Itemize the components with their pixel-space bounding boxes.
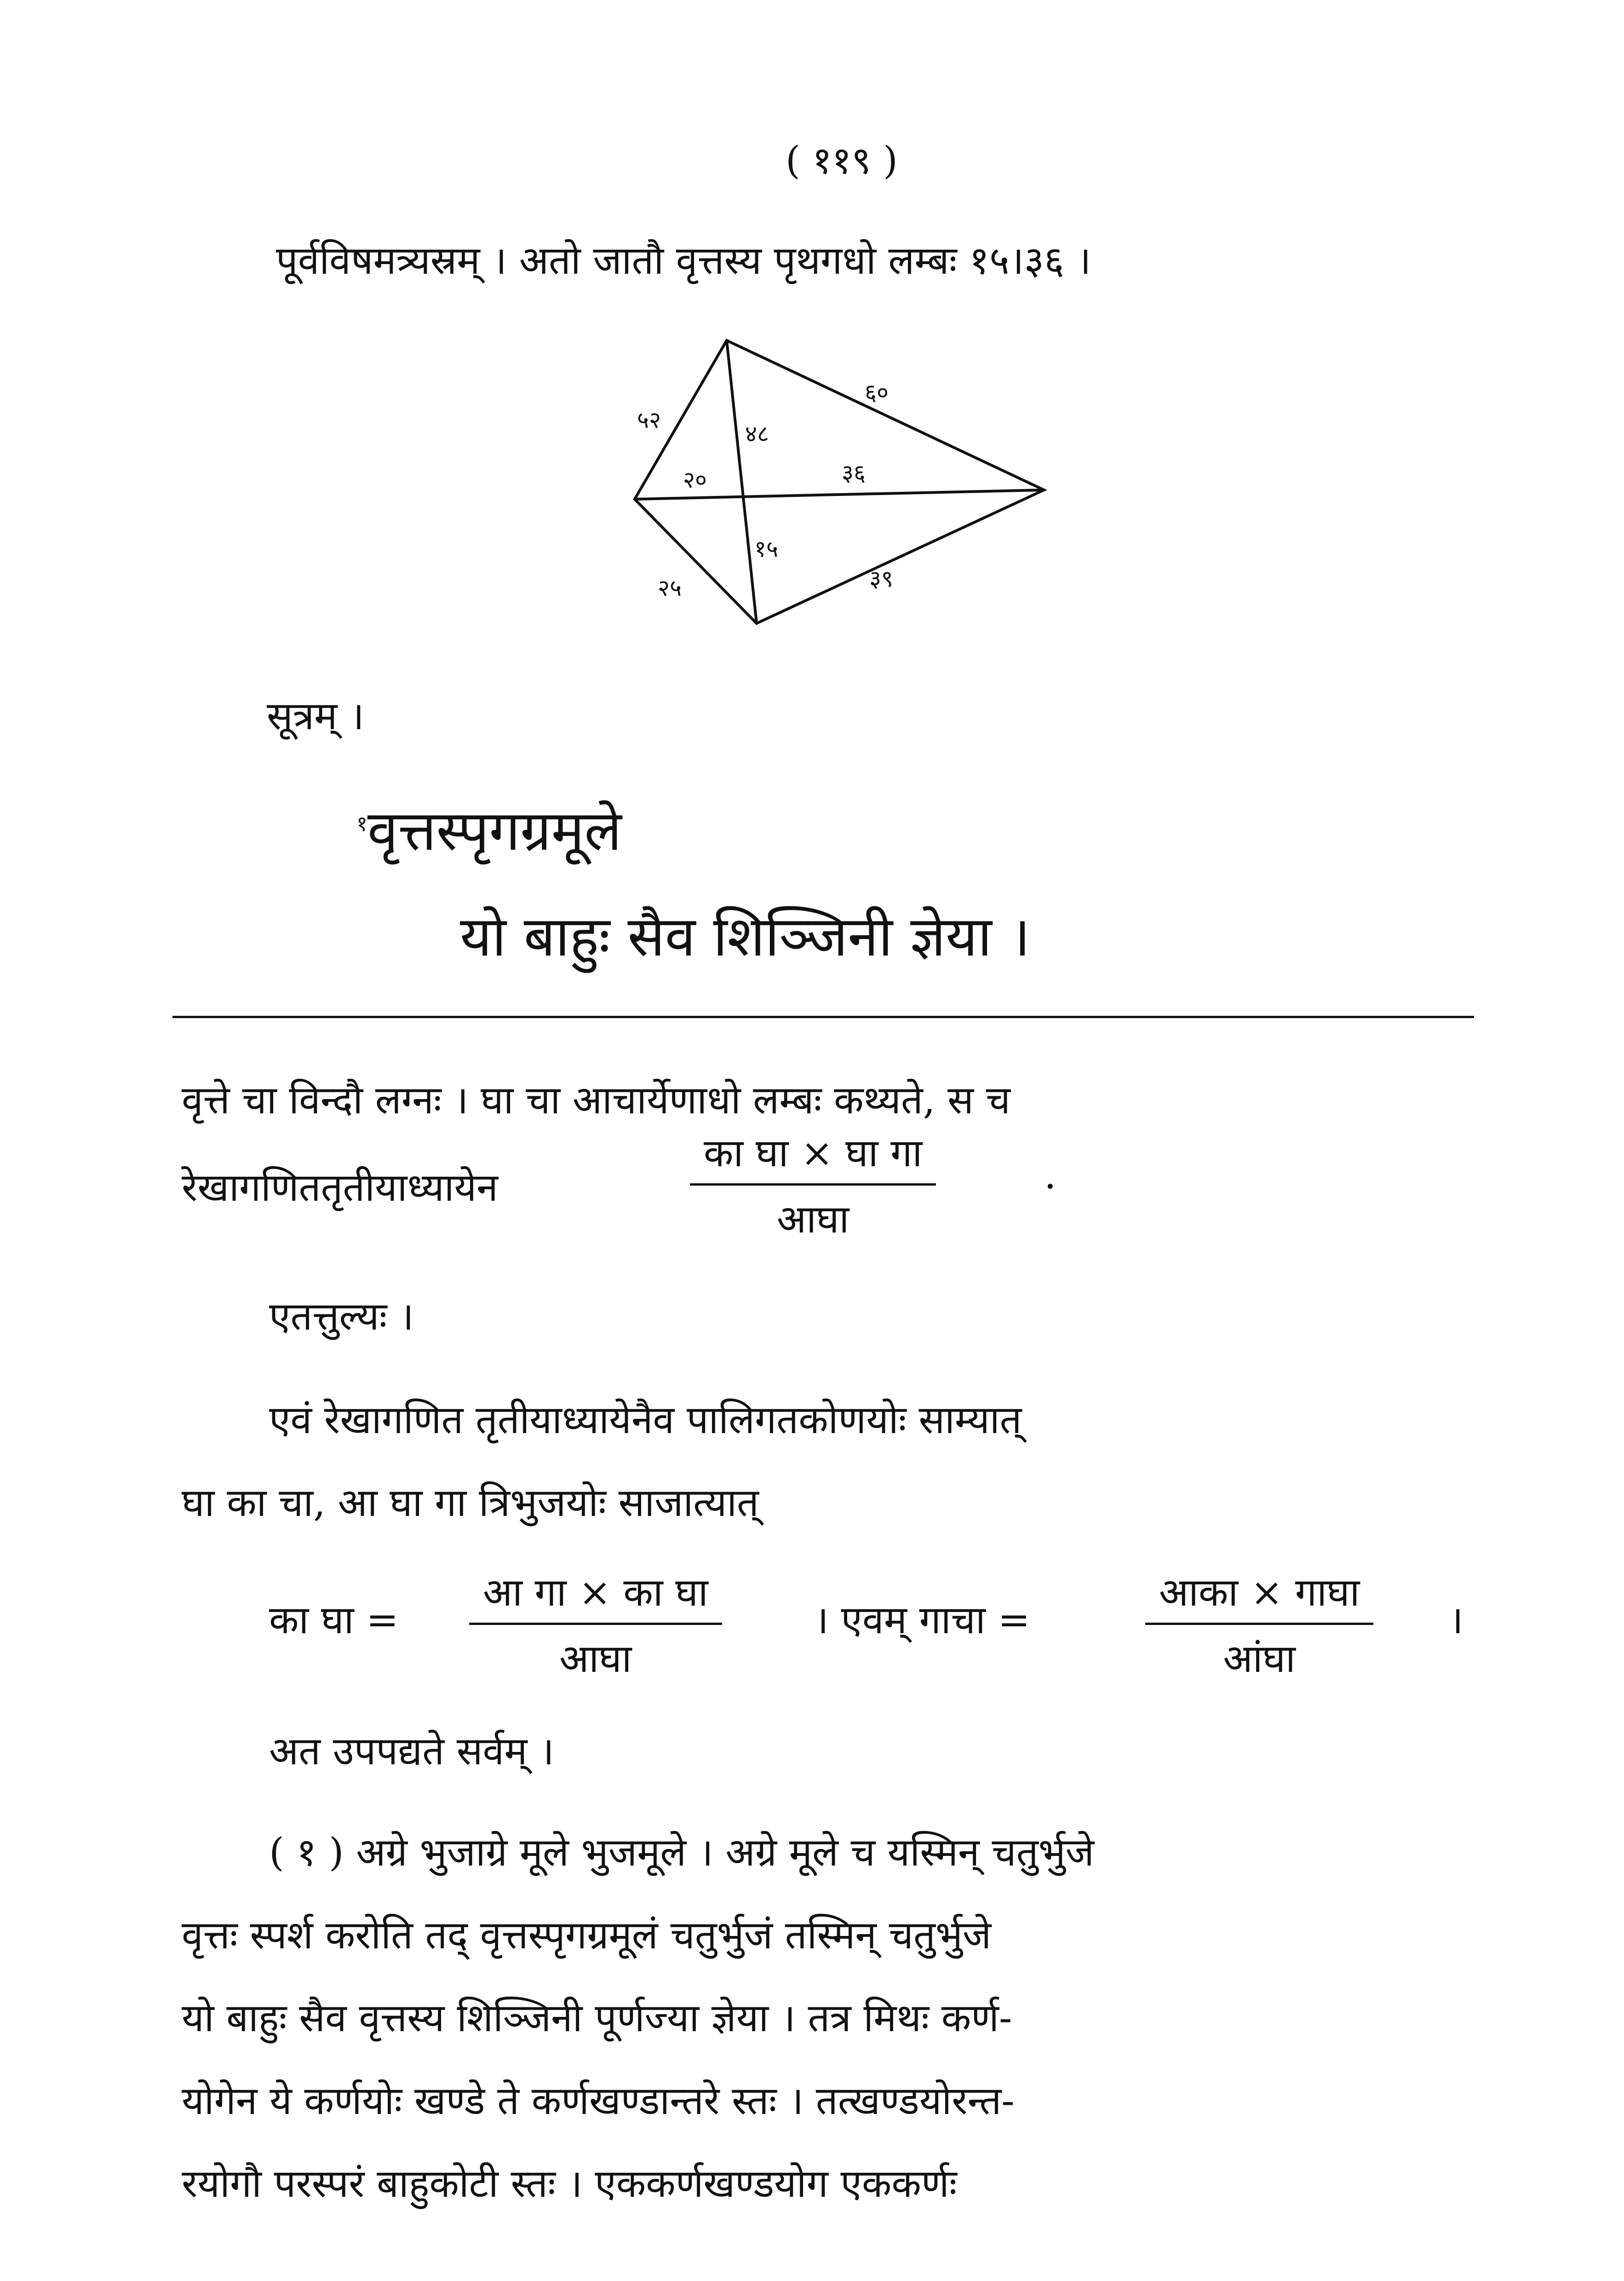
commentary-line-3: एतत्तुल्यः । xyxy=(269,1294,414,1339)
fraction-3 xyxy=(1145,1564,1373,1683)
footnote-line-5: रयोगौ परस्परं बाहुकोटी स्तः । एककर्णखण्डयोग एककर्णः xyxy=(182,2161,957,2206)
diagram-label: १५ xyxy=(754,536,778,562)
footnote-line-1: ( १ ) अग्रे भुजाग्रे मूले भुजमूले । अग्रे मूले च यस्मिन् चतुर्भुजे xyxy=(269,1830,1094,1875)
diagram-label: ३६ xyxy=(842,460,866,486)
commentary-line-4: एवं रेखागणित तृतीयाध्यायेनैव पालिगतकोणयोः साम्यात् xyxy=(269,1397,1022,1442)
fraction-1-numerator: का घा × घा गा xyxy=(690,1125,936,1186)
commentary-line-5: घा का चा, आ घा गा त्रिभुजयोः साजात्यात् xyxy=(182,1480,759,1525)
diagram-label: ६० xyxy=(865,379,889,406)
fraction-2 xyxy=(469,1564,722,1683)
diagram-label: ५२ xyxy=(637,407,661,433)
verse-footnote-mark: १ xyxy=(356,811,367,836)
diagram-label: ३९ xyxy=(869,565,893,592)
separator-rule xyxy=(172,1016,1474,1018)
footnote-line-2: वृत्तः स्पर्श करोति तद् वृत्तस्पृगग्रमूलं चतुर्भुजं तस्मिन् चतुर्भुजे xyxy=(182,1912,992,1958)
fraction-1 xyxy=(690,1125,936,1244)
fraction-2-denominator: आघा xyxy=(559,1636,632,1681)
commentary-line-1: वृत्ते चा विन्दौ लग्नः । घा चा आचार्येणाधो लम्बः कथ्यते, स च xyxy=(182,1077,1010,1123)
fraction-3-numerator: आका × गाघा xyxy=(1145,1564,1373,1625)
commentary-line-2-suffix: . xyxy=(1044,1152,1056,1198)
diagram-label: २५ xyxy=(658,575,682,601)
footnote-line-3: यो बाहुः सैव वृत्तस्य शिञ्जिनी पूर्णज्या ज्ञेया । तत्र मिथः कर्ण- xyxy=(182,1995,1012,2040)
verse-line-2: यो बाहुः सैव शिञ्जिनी ज्ञेया । xyxy=(460,905,1031,969)
footnote-line-4: योगेन ये कर्णयोः खण्डे ते कर्णखण्डान्तरे स्तः । तत्खण्डयोरन्त- xyxy=(182,2078,1015,2123)
diagonal-vertical xyxy=(727,340,757,623)
diagram-label: २० xyxy=(683,467,707,493)
intro-line: पूर्वविषमत्र्यस्रम् । अतो जातौ वृत्तस्य पृथगधो लम्बः १५।३६ । xyxy=(276,238,1091,283)
commentary-line-6: अत उपपद्यते सर्वम् । xyxy=(269,1728,554,1774)
fraction-3-denominator: आंघा xyxy=(1223,1636,1296,1681)
page-number: ( ११९ ) xyxy=(785,139,898,183)
commentary-line-2-prefix: रेखागणिततृतीयाध्यायेन xyxy=(182,1165,498,1210)
equation-left: का घा = xyxy=(269,1597,399,1642)
fraction-2-numerator: आ गा × का घा xyxy=(469,1564,722,1625)
verse-text-1: वृत्तस्पृगग्रमूले xyxy=(367,799,622,863)
quadrilateral-diagram xyxy=(598,322,1081,644)
sutra-heading: सूत्रम् । xyxy=(267,693,364,738)
equation-middle: । एवम् गाचा = xyxy=(814,1597,1030,1642)
diagram-label: ४८ xyxy=(745,420,769,447)
equation-end: । xyxy=(1449,1597,1463,1642)
verse-line-1 xyxy=(356,791,622,866)
fraction-1-denominator: आघा xyxy=(777,1197,849,1242)
